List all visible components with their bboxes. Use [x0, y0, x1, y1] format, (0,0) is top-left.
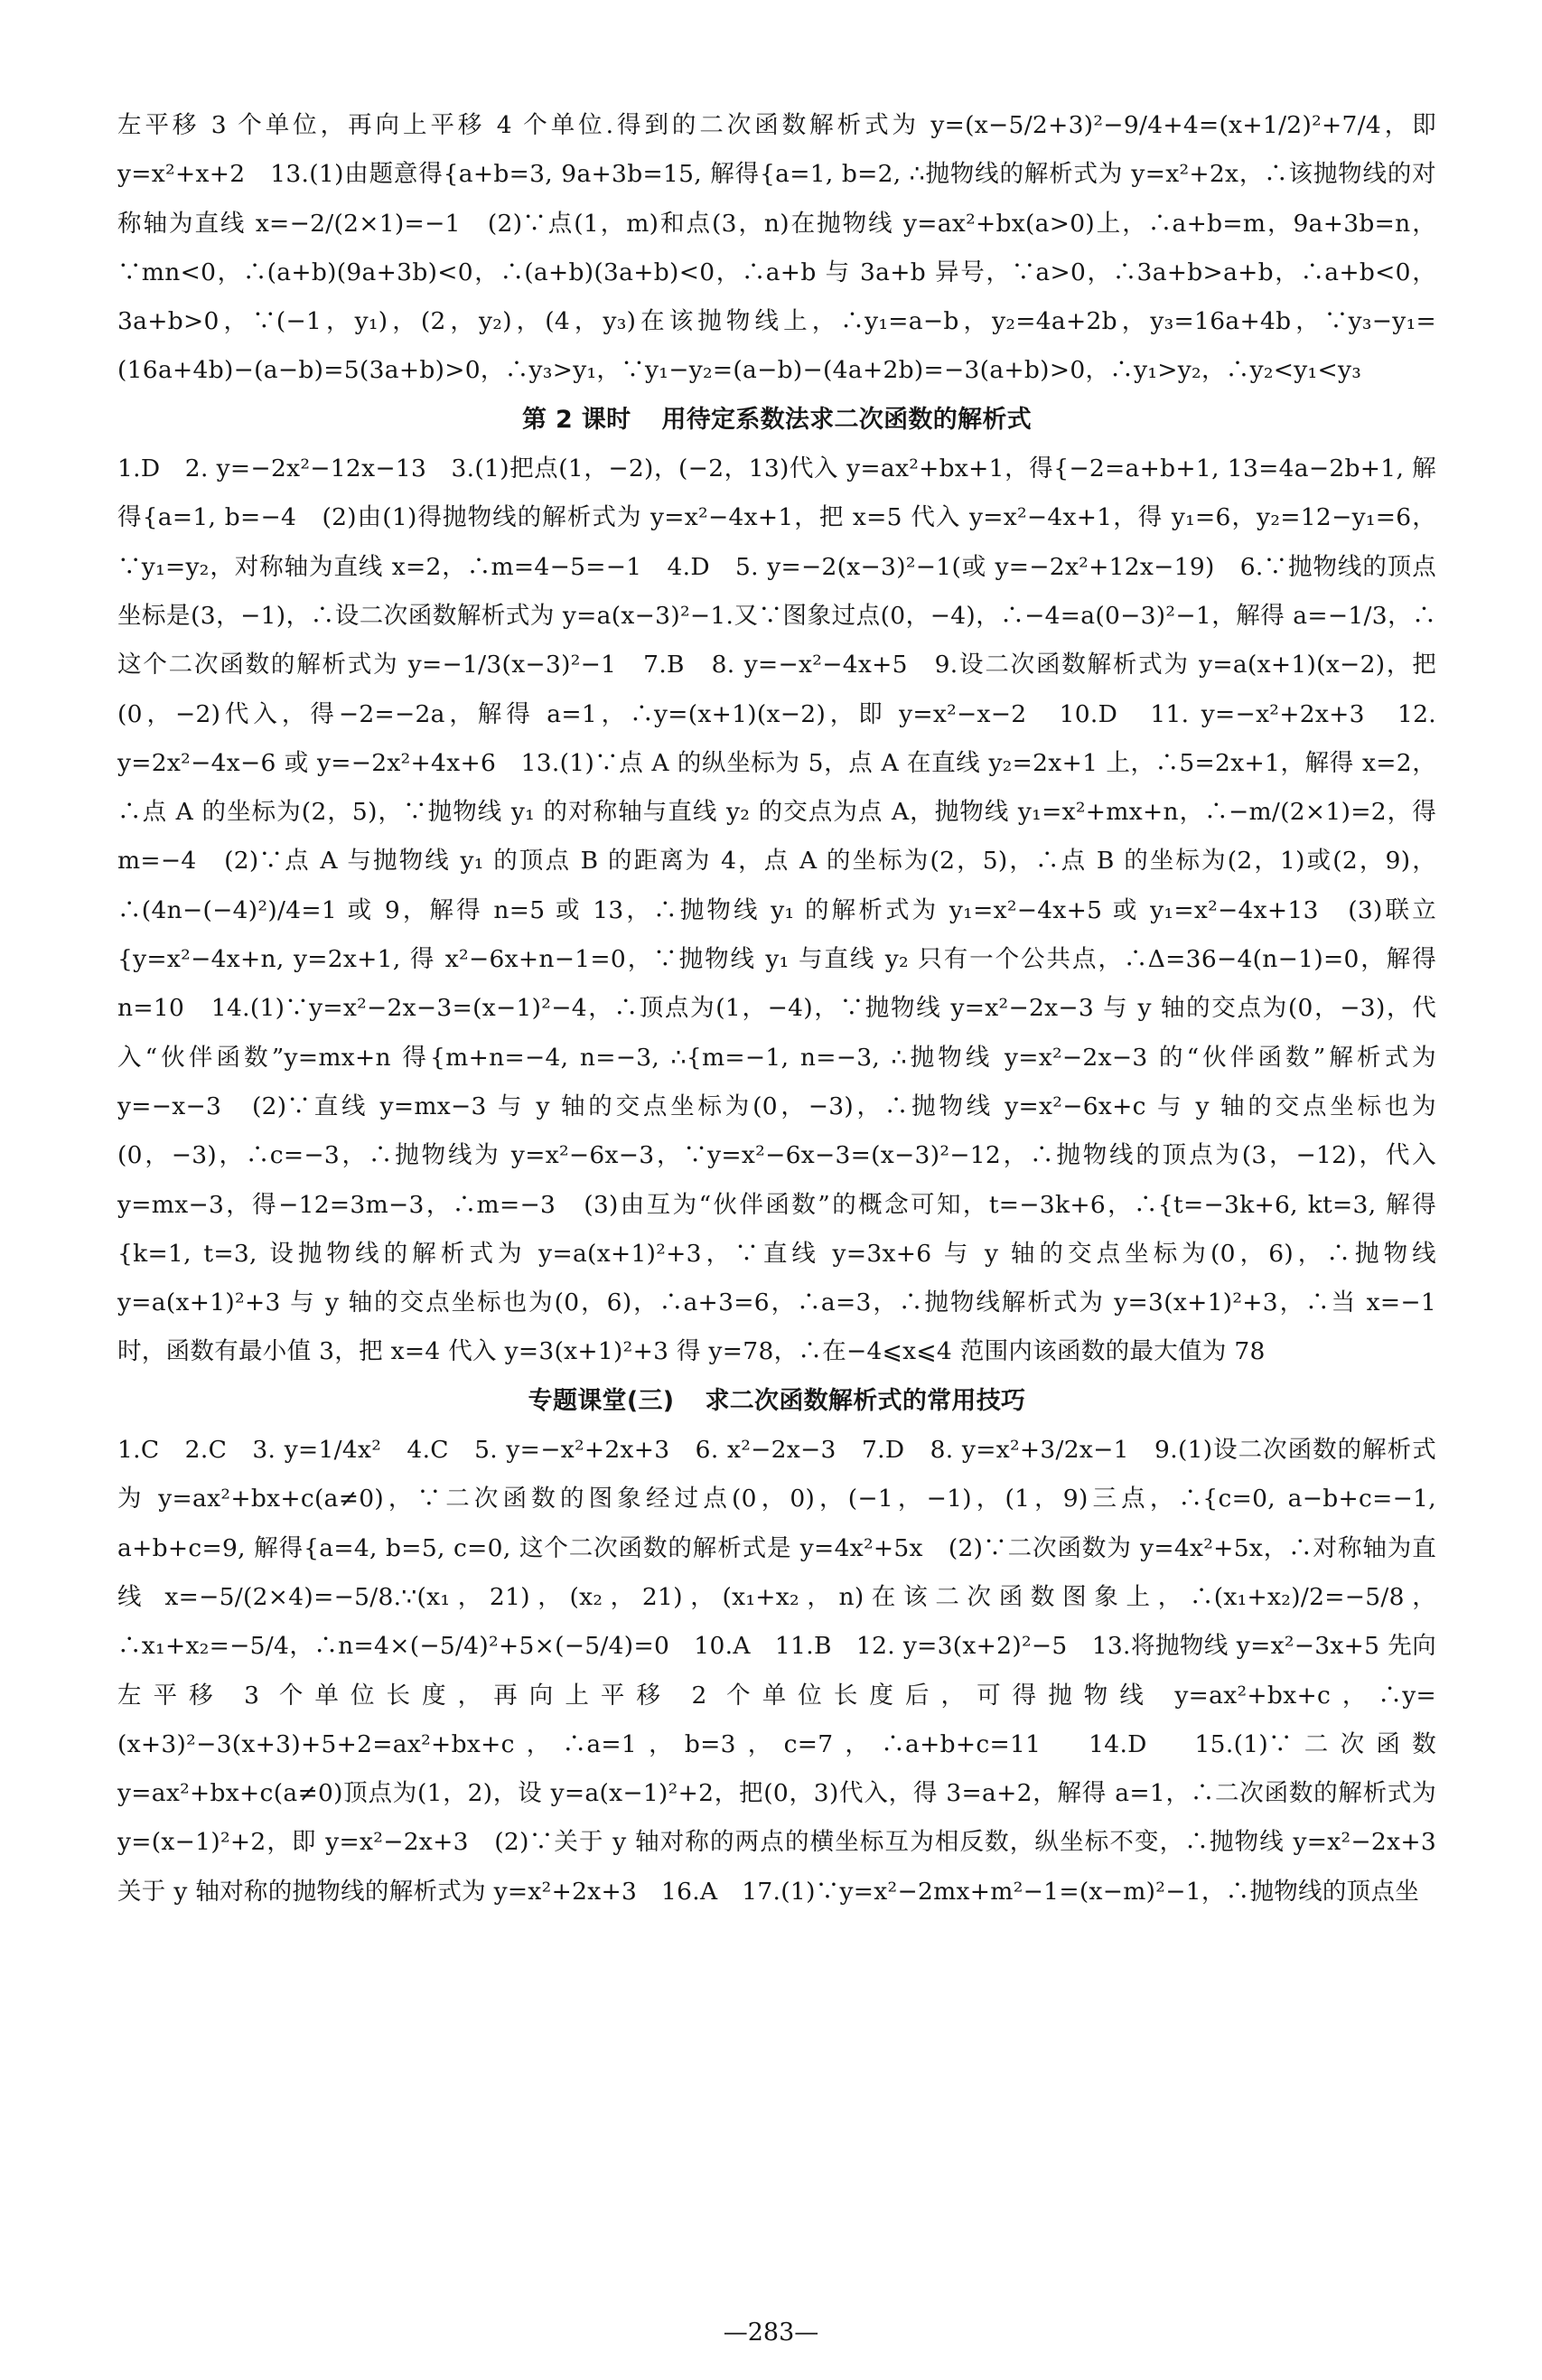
answer-paragraph: 1.D 2. y=−2x²−12x−13 3.(1)把点(1，−2)，(−2，13)代入 y=ax²+bx+1，得{−2=a+b+1, 13=4a−2b+1, 解得{a=1, b=−4 (2)由(1)得抛物线的解析式为 y=x²−4x+1，把 x=5 代入 y=x²−4x+1，得 y₁=6，y₂=12−y₁=6，∵y₁=y₂，对称轴为直线 x=2，∴m=4−5=−1 4.D 5. y=−2(x−3)²−1(或 y=−2x²+12x−19) 6.∵抛物线的顶点坐标是(3，−1)，∴设二次函数解析式为 y=a(x−3)²−1.又∵图象过点(0，−4)，∴−4=a(0−3)²−1，解得 a=−1/3，∴这个二次函数的解析式为 y=−1/3(x−3)²−1 7.B 8. y=−x²−4x+5 9.设二次函数解析式为 y=a(x+1)(x−2)，把(0，−2)代入，得−2=−2a，解得 a=1，∴y=(x+1)(x−2)，即 y=x²−x−2 10.D 11. y=−x²+2x+3 12. y=2x²−4x−6 或 y=−2x²+4x+6 13.(1)∵点 A 的纵坐标为 5，点 A 在直线 y₂=2x+1 上，∴5=2x+1，解得 x=2，∴点 A 的坐标为(2，5)，∵抛物线 y₁ 的对称轴与直线 y₂ 的交点为点 A，抛物线 y₁=x²+mx+n，∴−m/(2×1)=2，得 m=−4 (2)∵点 A 与抛物线 y₁ 的顶点 B 的距离为 4，点 A 的坐标为(2，5)，∴点 B 的坐标为(2，1)或(2，9)，∴(4n−(−4)²)/4=1 或 9，解得 n=5 或 13，∴抛物线 y₁ 的解析式为 y₁=x²−4x+5 或 y₁=x²−4x+13 (3)联立{y=x²−4x+n, y=2x+1, 得 x²−6x+n−1=0，∵抛物线 y₁ 与直线 y₂ 只有一个公共点，∴Δ=36−4(n−1)=0，解得 n=10 14.(1)∵y=x²−2x−3=(x−1)²−4，∴顶点为(1，−4)，∵抛物线 y=x²−2x−3 与 y 轴的交点为(0，−3)，代入“伙伴函数”y=mx+n 得{m+n=−4, n=−3, ∴{m=−1, n=−3, ∴抛物线 y=x²−2x−3 的“伙伴函数”解析式为 y=−x−3 (2)∵直线 y=mx−3 与 y 轴的交点坐标为(0，−3)，∴抛物线 y=x²−6x+c 与 y 轴的交点坐标也为(0，−3)，∴c=−3，∴抛物线为 y=x²−6x−3，∵y=x²−6x−3=(x−3)²−12，∴抛物线的顶点为(3，−12)，代入 y=mx−3，得−12=3m−3，∴m=−3 (3)由互为“伙伴函数”的概念可知，t=−3k+6，∴{t=−3k+6, kt=3, 解得{k=1, t=3, 设抛物线的解析式为 y=a(x+1)²+3，∵直线 y=3x+6 与 y 轴的交点坐标为(0，6)，∴抛物线 y=a(x+1)²+3 与 y 轴的交点坐标也为(0，6)，∴a+3=6，∴a=3，∴抛物线解析式为 y=3(x+1)²+3，∴当 x=−1 时，函数有最小值 3，把 x=4 代入 y=3(x+1)²+3 得 y=78，∴在−4⩽x⩽4 范围内该函数的最大值为 78	[117, 454, 1436, 1366]
section-heading-label: 第 2 课时	[522, 405, 631, 434]
section-heading-title: 求二次函数解析式的常用技巧	[705, 1386, 1026, 1415]
section-heading-label: 专题课堂(三)	[528, 1386, 675, 1415]
section-heading	[117, 1377, 1436, 1426]
section-heading	[117, 396, 1436, 445]
answer-paragraph: 1.C 2.C 3. y=1/4x² 4.C 5. y=−x²+2x+3 6. x²−2x−3 7.D 8. y=x²+3/2x−1 9.(1)设二次函数的解析式为 y=ax²+bx+c(a≠0)，∵二次函数的图象经过点(0，0)，(−1，−1)，(1，9)三点，∴{c=0, a−b+c=−1, a+b+c=9, 解得{a=4, b=5, c=0, 这个二次函数的解析式是 y=4x²+5x (2)∵二次函数为 y=4x²+5x，∴对称轴为直线 x=−5/(2×4)=−5/8.∵(x₁，21)，(x₂，21)，(x₁+x₂，n)在该二次函数图象上，∴(x₁+x₂)/2=−5/8，∴x₁+x₂=−5/4，∴n=4×(−5/4)²+5×(−5/4)=0 10.A 11.B 12. y=3(x+2)²−5 13.将抛物线 y=x²−3x+5 先向左平移 3 个单位长度，再向上平移 2 个单位长度后，可得抛物线 y=ax²+bx+c，∴y=(x+3)²−3(x+3)+5+2=ax²+bx+c，∴a=1，b=3，c=7，∴a+b+c=11 14.D 15.(1)∵二次函数 y=ax²+bx+c(a≠0)顶点为(1，2)，设 y=a(x−1)²+2，把(0，3)代入，得 3=a+2，解得 a=1，∴二次函数的解析式为 y=(x−1)²+2，即 y=x²−2x+3 (2)∵关于 y 轴对称的两点的横坐标互为相反数，纵坐标不变，∴抛物线 y=x²−2x+3 关于 y 轴对称的抛物线的解析式为 y=x²+2x+3 16.A 17.(1)∵y=x²−2mx+m²−1=(x−m)²−1，∴抛物线的顶点坐	[117, 1436, 1436, 1906]
page-number: —283—	[723, 2319, 819, 2347]
answer-paragraph: 左平移 3 个单位，再向上平移 4 个单位.得到的二次函数解析式为 y=(x−5/2+3)²−9/4+4=(x+1/2)²+7/4，即 y=x²+x+2 13.(1)由题意得{a+b=3, 9a+3b=15, 解得{a=1, b=2, ∴抛物线的解析式为 y=x²+2x，∴该抛物线的对称轴为直线 x=−2/(2×1)=−1 (2)∵点(1，m)和点(3，n)在抛物线 y=ax²+bx(a>0)上，∴a+b=m，9a+3b=n，∵mn<0，∴(a+b)(9a+3b)<0，∴(a+b)(3a+b)<0，∴a+b 与 3a+b 异号，∵a>0，∴3a+b>a+b，∴a+b<0，3a+b>0，∵(−1，y₁)，(2，y₂)，(4，y₃)在该抛物线上，∴y₁=a−b，y₂=4a+2b，y₃=16a+4b，∵y₃−y₁=(16a+4b)−(a−b)=5(3a+b)>0，∴y₃>y₁，∵y₁−y₂=(a−b)−(4a+2b)=−3(a+b)>0，∴y₁>y₂，∴y₂<y₁<y₃	[117, 111, 1436, 385]
answer-page-body	[117, 101, 1436, 1916]
section-heading-title: 用待定系数法求二次函数的解析式	[661, 405, 1032, 434]
